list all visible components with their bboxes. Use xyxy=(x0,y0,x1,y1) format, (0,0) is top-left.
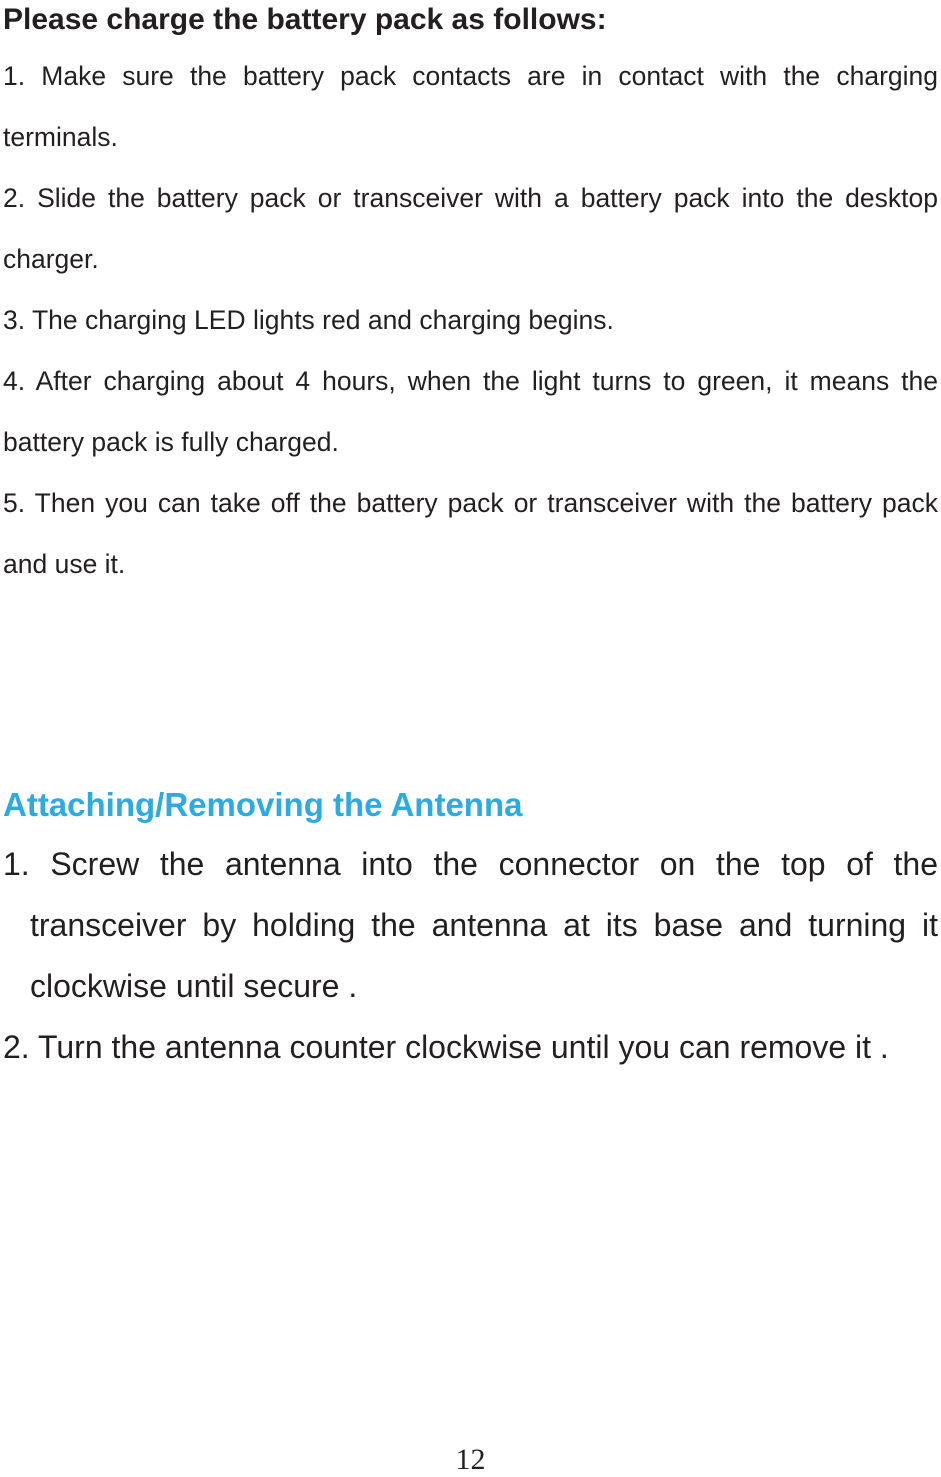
charging-step-1: 1. Make sure the battery pack contacts are in contact with the charging terminals. xyxy=(3,61,938,152)
antenna-step-1: 1. Screw the antenna into the connector on the top of the transceiver by holding the antenna at its base and turning it clockwise until secure . xyxy=(3,846,938,1004)
charging-steps-list xyxy=(3,46,938,595)
antenna-steps-list xyxy=(3,834,938,1078)
charging-step-4: 4. After charging about 4 hours, when the light turns to green, it means the battery pack is fully charged. xyxy=(3,366,938,457)
charging-step-2: 2. Slide the battery pack or transceiver with a battery pack into the desktop charger. xyxy=(3,183,938,274)
charging-section-heading: Please charge the battery pack as follows: xyxy=(3,3,607,36)
charging-step-3: 3. The charging LED lights red and charging begins. xyxy=(3,305,614,335)
page-number: 12 xyxy=(455,1443,486,1476)
antenna-section-heading: Attaching/Removing the Antenna xyxy=(3,786,523,823)
antenna-step-2: 2. Turn the antenna counter clockwise until you can remove it . xyxy=(3,1029,889,1065)
charging-step-5: 5. Then you can take off the battery pack or transceiver with the battery pack and use it. xyxy=(3,488,938,579)
